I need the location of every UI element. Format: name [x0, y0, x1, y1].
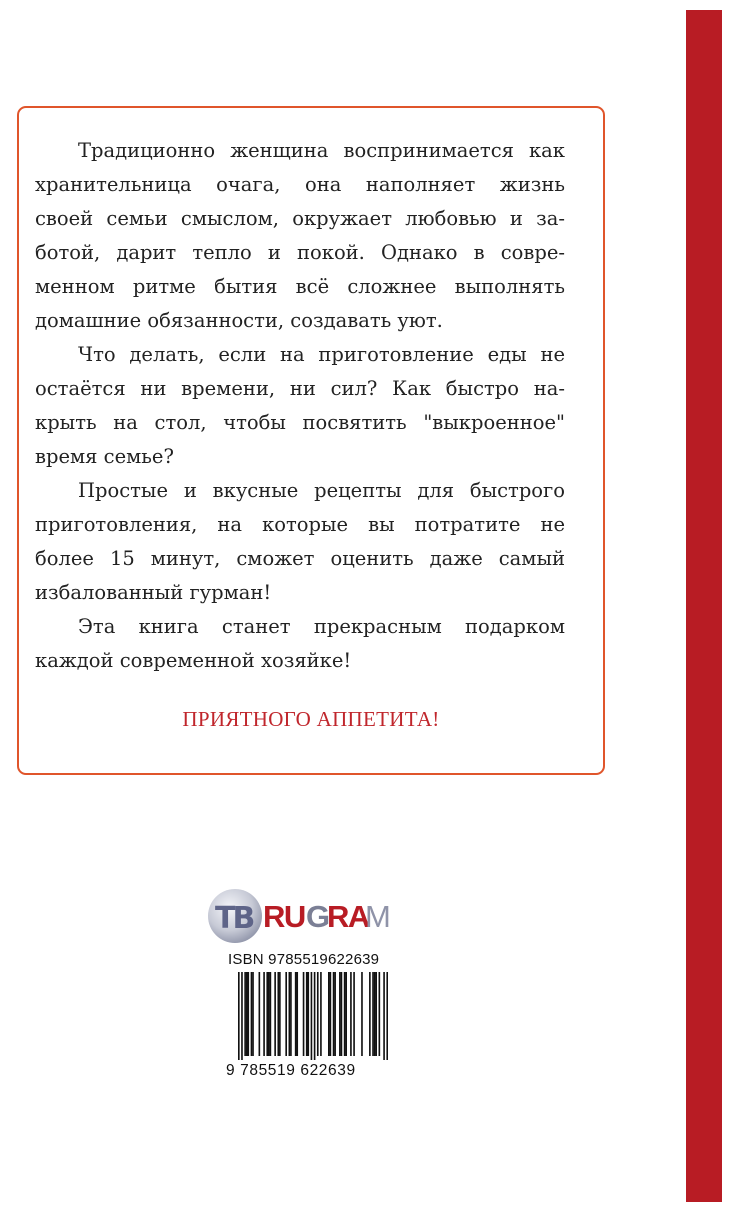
barcode-bar [320, 972, 322, 1056]
barcode-bar [314, 972, 316, 1060]
text-line: остаётся ни времени, ни сил? Как быстро на- [35, 377, 565, 400]
barcode-bar [285, 972, 287, 1056]
barcode-bar [317, 972, 319, 1056]
text-line: каждой современной хозяйке! [35, 649, 352, 672]
barcode-bar [274, 972, 276, 1056]
barcode-bar [244, 972, 246, 1056]
logo-ru: RU [263, 899, 305, 934]
text-line: своей семьи смыслом, окружает любовью и за- [35, 207, 565, 230]
barcode-bar [379, 972, 381, 1056]
barcode-bar [238, 972, 240, 1060]
barcode-bar [344, 972, 346, 1056]
paragraph-1 [35, 134, 565, 338]
text-line: хранительница очага, она наполняет жизнь [35, 173, 565, 196]
barcode-bar [350, 972, 352, 1056]
barcode-bar [361, 972, 363, 1056]
barcode-bar [277, 972, 279, 1056]
text-line: Эта книга станет прекрасным подарком [78, 615, 565, 638]
barcode-bar [259, 972, 261, 1056]
barcode-bar [241, 972, 243, 1060]
barcode-bar [334, 972, 336, 1056]
text-line: Что делать, если на приготовление еды не [78, 343, 565, 366]
barcode [226, 970, 388, 1060]
text-line: крыть на стол, чтобы посвятить "выкроенное" [35, 411, 565, 434]
barcode-bar [247, 972, 249, 1056]
closing-slogan: ПРИЯТНОГО АППЕТИТА! [182, 707, 440, 731]
paragraph-4 [35, 610, 565, 678]
publisher-logo [205, 885, 395, 945]
barcode-bar [369, 972, 371, 1056]
logo-circle-letters: TB [215, 901, 253, 936]
barcode-bar [289, 972, 291, 1056]
barcode-bar [296, 972, 298, 1056]
barcode-bar [339, 972, 341, 1056]
text-line: избалованный гурман! [35, 581, 272, 604]
barcode-bar [303, 972, 305, 1056]
text-line: приготовления, на которые вы потратите не [35, 513, 565, 536]
barcode-number: 9 785519 622639 [226, 1062, 356, 1079]
text-line: ботой, дарит тепло и покой. Однако в совре- [35, 241, 565, 264]
barcode-bar [328, 972, 330, 1056]
paragraph-3 [35, 474, 565, 610]
barcode-bar [307, 972, 309, 1056]
red-spine-stripe [686, 10, 722, 1202]
barcode-bar [263, 972, 265, 1056]
text-line: менном ритме бытия всё сложнее выполнять [35, 275, 565, 298]
barcode-bar [311, 972, 313, 1060]
isbn-label: ISBN 9785519622639 [228, 951, 380, 968]
barcode-bar [252, 972, 254, 1056]
barcode-bar [266, 972, 268, 1056]
barcode-bar [374, 972, 376, 1056]
barcode-bar [306, 972, 308, 1056]
text-line: более 15 минут, сможет оценить даже самый [35, 547, 565, 570]
barcode-bar [268, 972, 270, 1056]
barcode-bar [353, 972, 355, 1056]
text-line: время семье? [35, 445, 174, 468]
logo-g: G [306, 899, 329, 934]
barcode-bar [375, 972, 377, 1056]
barcode-bar [341, 972, 343, 1056]
barcode-bar [295, 972, 297, 1056]
barcode-bar [251, 972, 253, 1056]
paragraph-2 [35, 338, 565, 474]
barcode-bar [333, 972, 335, 1056]
barcode-bar [330, 972, 332, 1056]
barcode-bar [279, 972, 281, 1056]
text-line: Традиционно женщина воспринимается как [78, 139, 565, 162]
barcode-bar [246, 972, 248, 1056]
barcode-bar [386, 972, 388, 1060]
annotation-text [35, 134, 565, 678]
logo-ra: RA [327, 899, 369, 934]
barcode-bar [372, 972, 374, 1056]
barcode-bar [383, 972, 385, 1060]
text-line: Простые и вкусные рецепты для быстрого [78, 479, 565, 502]
logo-m: M [365, 899, 390, 934]
barcode-bar [345, 972, 347, 1056]
barcode-bar [270, 972, 272, 1056]
text-line: домашние обязанности, создавать уют. [35, 309, 443, 332]
barcode-bar [290, 972, 292, 1056]
